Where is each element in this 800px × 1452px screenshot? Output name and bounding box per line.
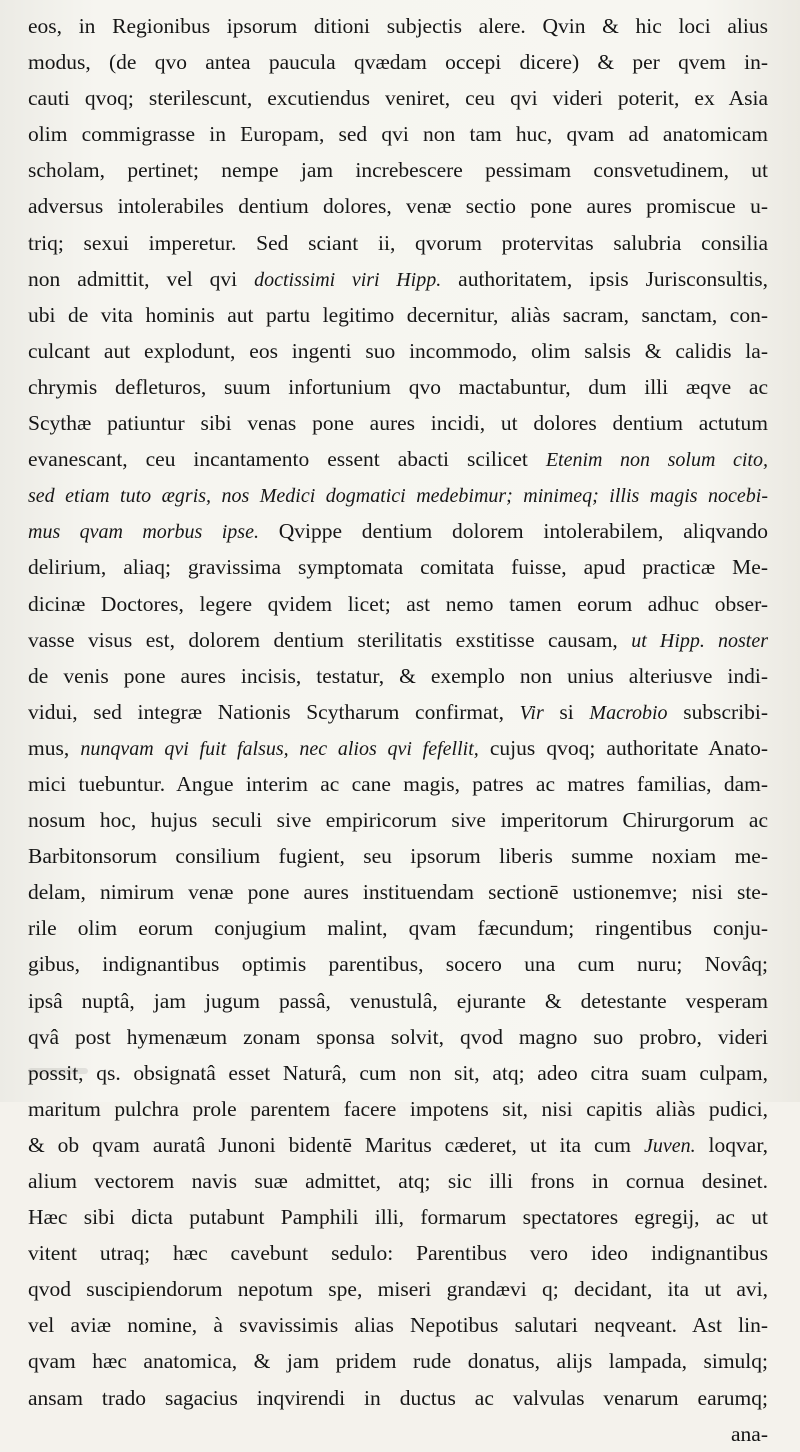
text-line [28, 586, 768, 622]
text-line [28, 261, 768, 297]
roman-text: alium vectorem navis suæ admittet, atq; sic illi frons in cornua desinet. [28, 1169, 768, 1193]
roman-text: ubi de vita hominis aut partu legitimo decernitur, aliàs sacram, sanctam, con- [28, 302, 768, 327]
roman-text: adversus intolerabiles dentium dolores, venæ sectio pone aures promiscue u- [28, 194, 768, 219]
roman-text: delam, nimirum venæ pone aures instituendam sectionē ustionemve; nisi ste- [28, 880, 768, 905]
text-line [28, 1019, 768, 1055]
roman-text: qvâ post hymenæum zonam sponsa solvit, qvod magno suo probro, videri [28, 1024, 768, 1049]
text-line [28, 1199, 768, 1235]
italic-text: Macrobio [589, 701, 668, 724]
roman-text: ansam trado sagacius inqvirendi in ductus ac valvulas venarum earumq; [28, 1385, 768, 1410]
roman-text: ipsâ nuptâ, jam jugum passâ, venustulâ, ejurante & detestante vesperam [28, 988, 768, 1013]
text-line [28, 730, 768, 766]
roman-text: triq; sexui imperetur. Sed sciant ii, qvorum protervitas salubria consilia [28, 230, 768, 255]
text-line [28, 802, 768, 838]
text-line [28, 225, 768, 261]
text-line [28, 152, 768, 188]
italic-text: ut Hipp. noster [631, 629, 768, 652]
roman-text: Barbitonsorum consilium fugient, seu ipsorum liberis summe noxiam me- [28, 844, 768, 869]
catchword: ana- [731, 1421, 768, 1446]
italic-text: mus qvam morbus ipse. [28, 521, 259, 544]
text-line [28, 297, 768, 333]
roman-text: cujus qvoq; authoritate Anato- [478, 735, 768, 760]
text-line [28, 1235, 768, 1271]
roman-text: Scythæ patiuntur sibi venas pone aures incidi, ut dolores dentium actutum [28, 411, 768, 436]
italic-text: doctissimi viri Hipp. [254, 268, 442, 291]
text-line [28, 80, 768, 116]
roman-text: eos, in Regionibus ipsorum ditioni subjectis alere. Qvin & hic loci alius [28, 14, 768, 38]
roman-text: rile olim eorum conjugium malint, qvam fæcundum; ringentibus conju- [28, 916, 768, 941]
roman-text: culcant aut explodunt, eos ingenti suo incommodo, olim salsis & calidis la- [28, 338, 768, 363]
roman-text: chrymis defleturos, suum infortunium qvo mactabuntur, dum illi æqve ac [28, 374, 768, 399]
italic-text: Juven. [643, 1134, 696, 1157]
text-line [28, 188, 768, 224]
italic-text: Etenim non solum cito, [545, 449, 768, 472]
roman-text: loqvar, [695, 1132, 768, 1157]
text-line [28, 658, 768, 694]
text-line [28, 983, 768, 1019]
text-line [28, 8, 768, 44]
text-line [28, 1055, 768, 1091]
text-line [28, 513, 768, 549]
text-line [28, 622, 768, 658]
text-line [28, 441, 768, 477]
text-line [28, 116, 768, 152]
roman-text: evanescant, ceu incantamento essent abacti scilicet [28, 447, 546, 472]
body-text [28, 8, 768, 1452]
italic-text: nunqvam qvi fuit falsus, nec alios qvi fefellit, [80, 737, 479, 760]
roman-text: de venis pone aures incisis, testatur, & exemplo non unius alteriusve indi- [28, 663, 768, 688]
text-line [28, 369, 768, 405]
text-line [28, 1127, 768, 1163]
roman-text: si [543, 699, 590, 724]
text-line [28, 1343, 768, 1379]
text-line [28, 1271, 768, 1307]
text-line [28, 1307, 768, 1343]
roman-text: & ob qvam auratâ Junoni bidentē Maritus cæderet, ut ita cum [28, 1132, 644, 1157]
roman-text: vitent utraq; hæc cavebunt sedulo: Parentibus vero ideo indignantibus [28, 1241, 768, 1266]
roman-text: mus, [28, 735, 81, 760]
roman-text: scholam, pertinet; nempe jam increbescere pessimam consvetudinem, ut [28, 158, 768, 183]
italic-text: sed etiam tuto ægris, nos Medici dogmatici medebimur; minimeq; illis magis nocebi- [28, 485, 768, 508]
italic-text: Vir [519, 701, 544, 724]
text-line [28, 946, 768, 982]
text-line [28, 694, 768, 730]
roman-text: maritum pulchra prole parentem facere impotens sit, nisi capitis aliàs pudici, [28, 1096, 768, 1121]
roman-text: vel aviæ nomine, à svavissimis alias Nepotibus salutari neqveant. Ast lin- [28, 1313, 768, 1338]
roman-text: gibus, indignantibus optimis parentibus, socero una cum nuru; Novâq; [28, 952, 768, 977]
roman-text: nosum hoc, hujus seculi sive empiricorum sive imperitorum Chirurgorum ac [28, 808, 768, 833]
text-line [28, 838, 768, 874]
text-line [28, 1380, 768, 1416]
roman-text: qvam hæc anatomica, & jam pridem rude donatus, alijs lampada, simulq; [28, 1349, 768, 1374]
ink-smudge [28, 1068, 88, 1074]
roman-text: delirium, aliaq; gravissima symptomata comitata fuisse, apud practicæ Me- [28, 555, 768, 580]
roman-text: possit, qs. obsignatâ esset Naturâ, cum non sit, atq; adeo citra suam culpam, [28, 1060, 768, 1085]
text-line [28, 477, 768, 513]
text-line [28, 766, 768, 802]
roman-text: dicinæ Doctores, legere qvidem licet; ast nemo tamen eorum adhuc obser- [28, 591, 768, 616]
text-line [28, 333, 768, 369]
roman-text: authoritatem, ipsis Jurisconsultis, [441, 266, 769, 291]
roman-text: vidui, sed integræ Nationis Scytharum confirmat, [28, 699, 520, 724]
text-line [28, 549, 768, 585]
text-line [28, 874, 768, 910]
text-line [28, 44, 768, 80]
roman-text: Qvippe dentium dolorem intolerabilem, aliqvando [258, 519, 768, 544]
roman-text: modus, (de qvo antea paucula qvædam occepi dicere) & per qvem in- [28, 50, 768, 75]
text-line [28, 405, 768, 441]
roman-text: olim commigrasse in Europam, sed qvi non tam huc, qvam ad anatomicam [28, 122, 768, 147]
roman-text: vasse visus est, dolorem dentium sterilitatis exstitisse causam, [28, 627, 632, 652]
roman-text: cauti qvoq; sterilescunt, excutiendus veniret, ceu qvi videri poterit, ex Asia [28, 86, 768, 111]
roman-text: non admittit, vel qvi [28, 266, 255, 291]
text-line [28, 1163, 768, 1199]
roman-text: Hæc sibi dicta putabunt Pamphili illi, formarum spectatores egregij, ac ut [28, 1205, 768, 1230]
text-line [28, 910, 768, 946]
roman-text: mici tuebuntur. Angue interim ac cane magis, patres ac matres familias, dam- [28, 771, 768, 796]
roman-text: subscribi- [667, 699, 769, 724]
roman-text: qvod suscipiendorum nepotum spe, miseri grandævi q; decidant, ita ut avi, [28, 1277, 768, 1302]
text-line [28, 1091, 768, 1127]
